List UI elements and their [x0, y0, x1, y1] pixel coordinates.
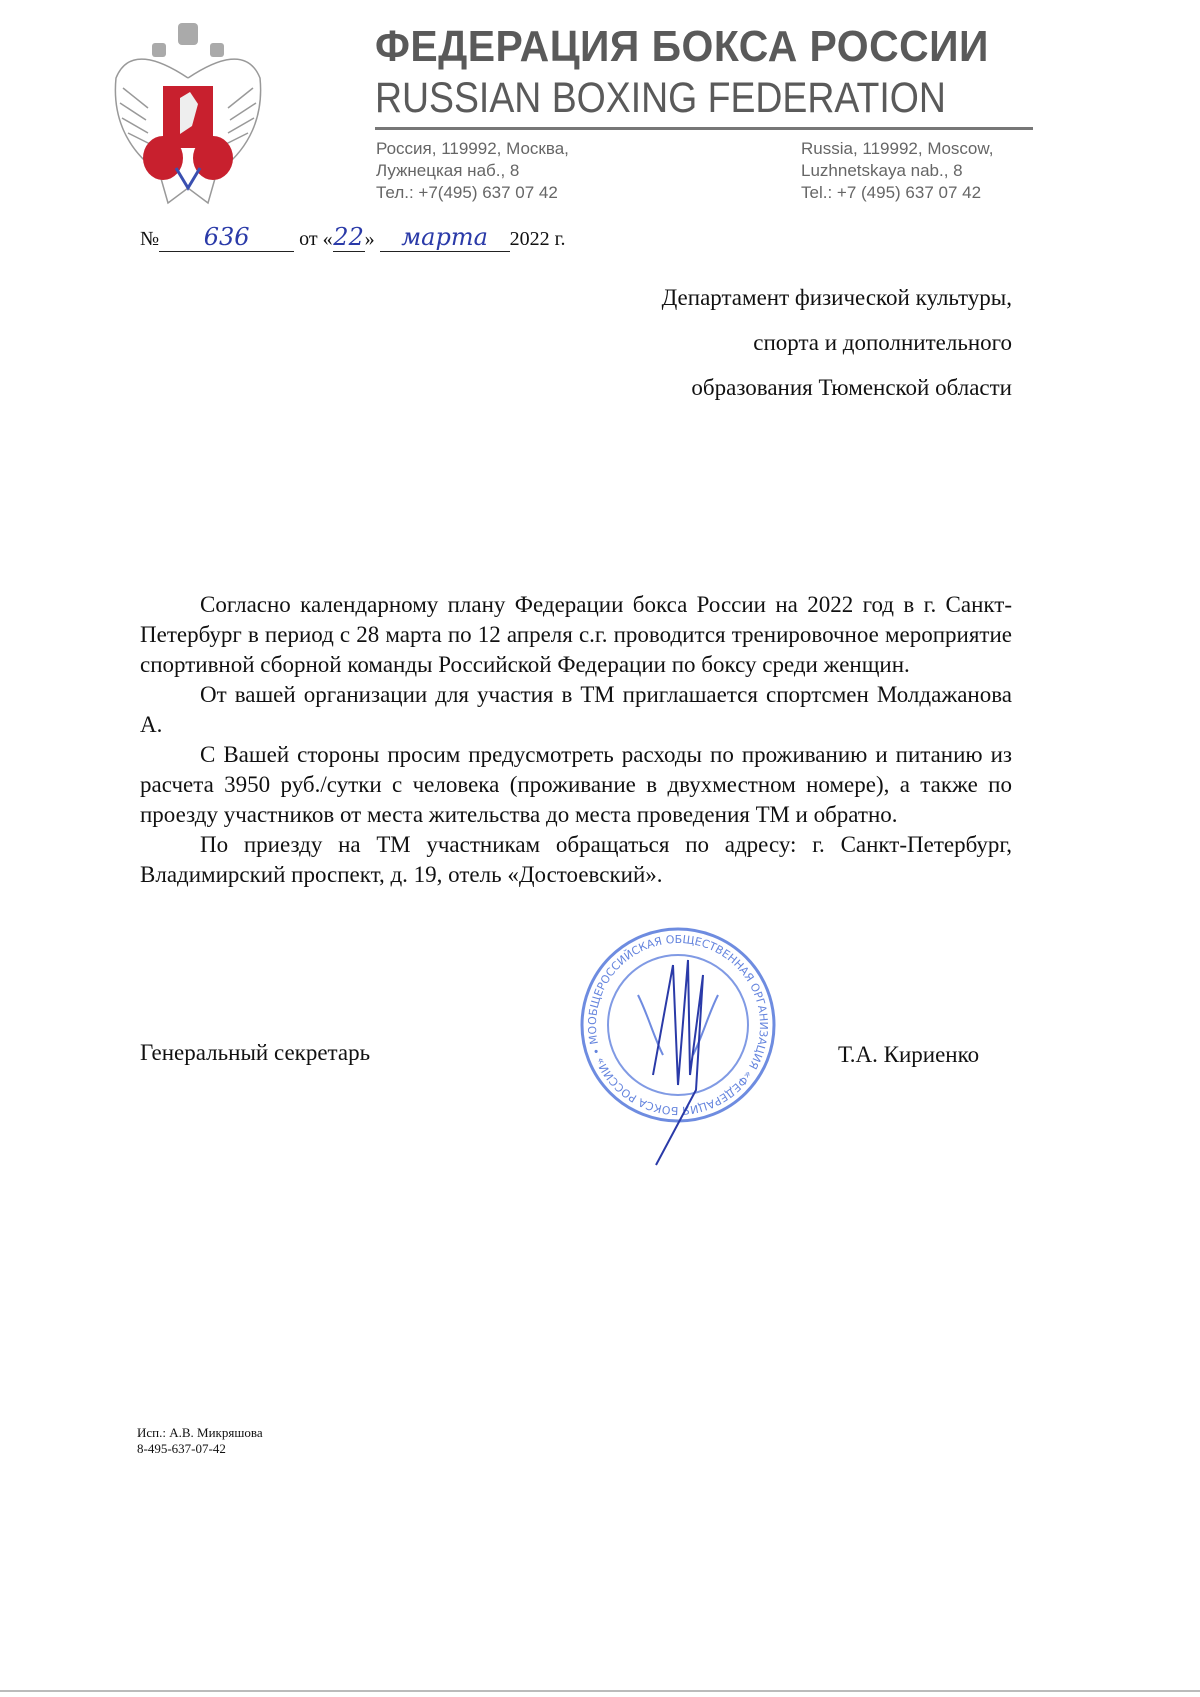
- executor-name: Исп.: А.В. Микряшова: [137, 1425, 263, 1440]
- address-en-line: Luzhnetskaya nab., 8: [801, 161, 963, 180]
- signatory-position: Генеральный секретарь: [140, 1040, 371, 1065]
- address-ru-line: Лужнецкая наб., 8: [376, 161, 520, 180]
- body-paragraph: От вашей организации для участия в ТМ приглашается спортсмен Молдажанова А.: [140, 682, 1012, 737]
- address-ru-phone: Тел.: +7(495) 637 07 42: [376, 183, 558, 202]
- date-day: 22: [333, 223, 364, 251]
- address-en: [801, 138, 993, 204]
- scan-edge: [0, 1690, 1200, 1692]
- address-en-phone: Tel.: +7 (495) 637 07 42: [801, 183, 982, 202]
- executor-phone: 8-495-637-07-42: [137, 1441, 226, 1456]
- addressee-line: Департамент физической культуры,: [661, 285, 1012, 310]
- reference-line: [140, 223, 566, 252]
- body-paragraph: С Вашей стороны просим предусмотреть расходы по проживанию и питанию из расчета 3950 руб./сутки с человека (проживание в двухместном номере), а также по проезду участников от места жительства до места проведения ТМ и обратно.: [140, 742, 1012, 827]
- letterhead-title-en: RUSSIAN BOXING FEDERATION: [375, 74, 946, 122]
- addressee-line: спорта и дополнительного: [753, 330, 1012, 355]
- body-paragraph: По приезду на ТМ участникам обращаться по адресу: г. Санкт-Петербург, Владимирский проспект, д. 19, отель «Достоевский».: [140, 832, 1012, 887]
- federation-emblem: [108, 18, 268, 213]
- body-paragraph: Согласно календарному плану Федерации бокса России на 2022 год в г. Санкт-Петербург в период с 28 марта по 12 апреля с.г. проводится тренировочное мероприятие спортивной сборной команды Российской Федерации по боксу среди женщин.: [140, 592, 1012, 677]
- date-month: марта: [380, 223, 510, 252]
- official-stamp-with-signature: [578, 925, 778, 1180]
- letterhead-divider: [375, 127, 1033, 130]
- signatory-name: Т.А. Кириенко: [838, 1042, 980, 1067]
- stamp-text: ОБЩЕРОССИЙСКАЯ ОБЩЕСТВЕННАЯ ОРГАНИЗАЦИЯ «ФЕДЕРАЦИЯ БОКСА РОССИИ» • МО: [585, 932, 771, 1118]
- address-ru: [376, 138, 569, 204]
- date-from-label: от «: [299, 228, 333, 250]
- letter-body: [140, 590, 1012, 890]
- executor-info: [137, 1425, 263, 1457]
- date-day-close: »: [364, 228, 375, 250]
- date-year: 2022 г.: [509, 228, 566, 250]
- address-en-line: Russia, 119992, Moscow,: [801, 139, 994, 158]
- document-number: 636: [159, 223, 294, 252]
- number-sign: №: [140, 228, 160, 250]
- letterhead-title-ru: ФЕДЕРАЦИЯ БОКСА РОССИИ: [375, 22, 989, 71]
- addressee-line: образования Тюменской области: [691, 375, 1012, 400]
- address-ru-line: Россия, 119992, Москва,: [376, 139, 569, 158]
- addressee-block: [662, 275, 1012, 410]
